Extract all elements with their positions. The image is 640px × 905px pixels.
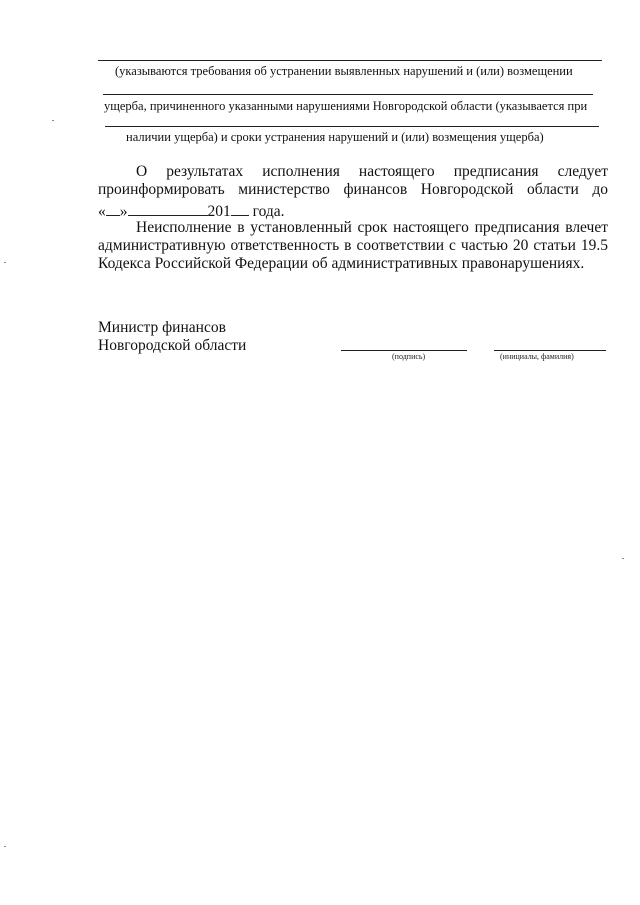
name-caption: (инициалы, фамилия) [500, 352, 574, 361]
date-close-quote: » [119, 203, 128, 220]
second-blank-line [103, 94, 593, 95]
scan-speck [4, 846, 6, 847]
instruction-line-1: (указываются требования об устранении выявленных нарушений и (или) возмещении [115, 64, 573, 78]
date-year-blank [231, 201, 249, 216]
liability-paragraph-text: Неисполнение в установленный срок настоящего предписания влечет административную ответственность в соответствии с частью 20 статьи 19.5 Кодекса Российской Федерации об административных правонарушениях. [98, 219, 608, 272]
date-month-blank [128, 201, 208, 216]
signature-caption: (подпись) [392, 352, 426, 361]
date-suffix: года. [248, 203, 285, 220]
scan-speck [4, 262, 6, 263]
liability-paragraph [98, 219, 608, 273]
top-blank-line [98, 60, 602, 61]
instruction-line-3: наличии ущерба) и сроки устранения нарушений и (или) возмещения ущерба) [126, 130, 544, 144]
instruction-line-2: ущерба, причиненного указанными нарушениями Новгородской области (указывается при [104, 99, 588, 113]
date-year-prefix: 201 [207, 203, 231, 220]
scan-speck [622, 558, 624, 559]
date-open-quote: « [98, 203, 106, 220]
date-day-blank [106, 201, 120, 216]
report-paragraph-text: О результатах исполнения настоящего предписания следует проинформировать министерство финансов Новгородской области до [98, 163, 608, 198]
scan-speck [52, 120, 54, 121]
deadline-date-line [98, 201, 285, 221]
third-blank-line [105, 126, 599, 127]
report-paragraph [98, 163, 608, 199]
signature-blank-line [341, 350, 467, 351]
name-blank-line [494, 350, 606, 351]
signatory-title-line-2: Новгородской области [98, 337, 247, 354]
signatory-title-line-1: Министр финансов [98, 319, 226, 336]
